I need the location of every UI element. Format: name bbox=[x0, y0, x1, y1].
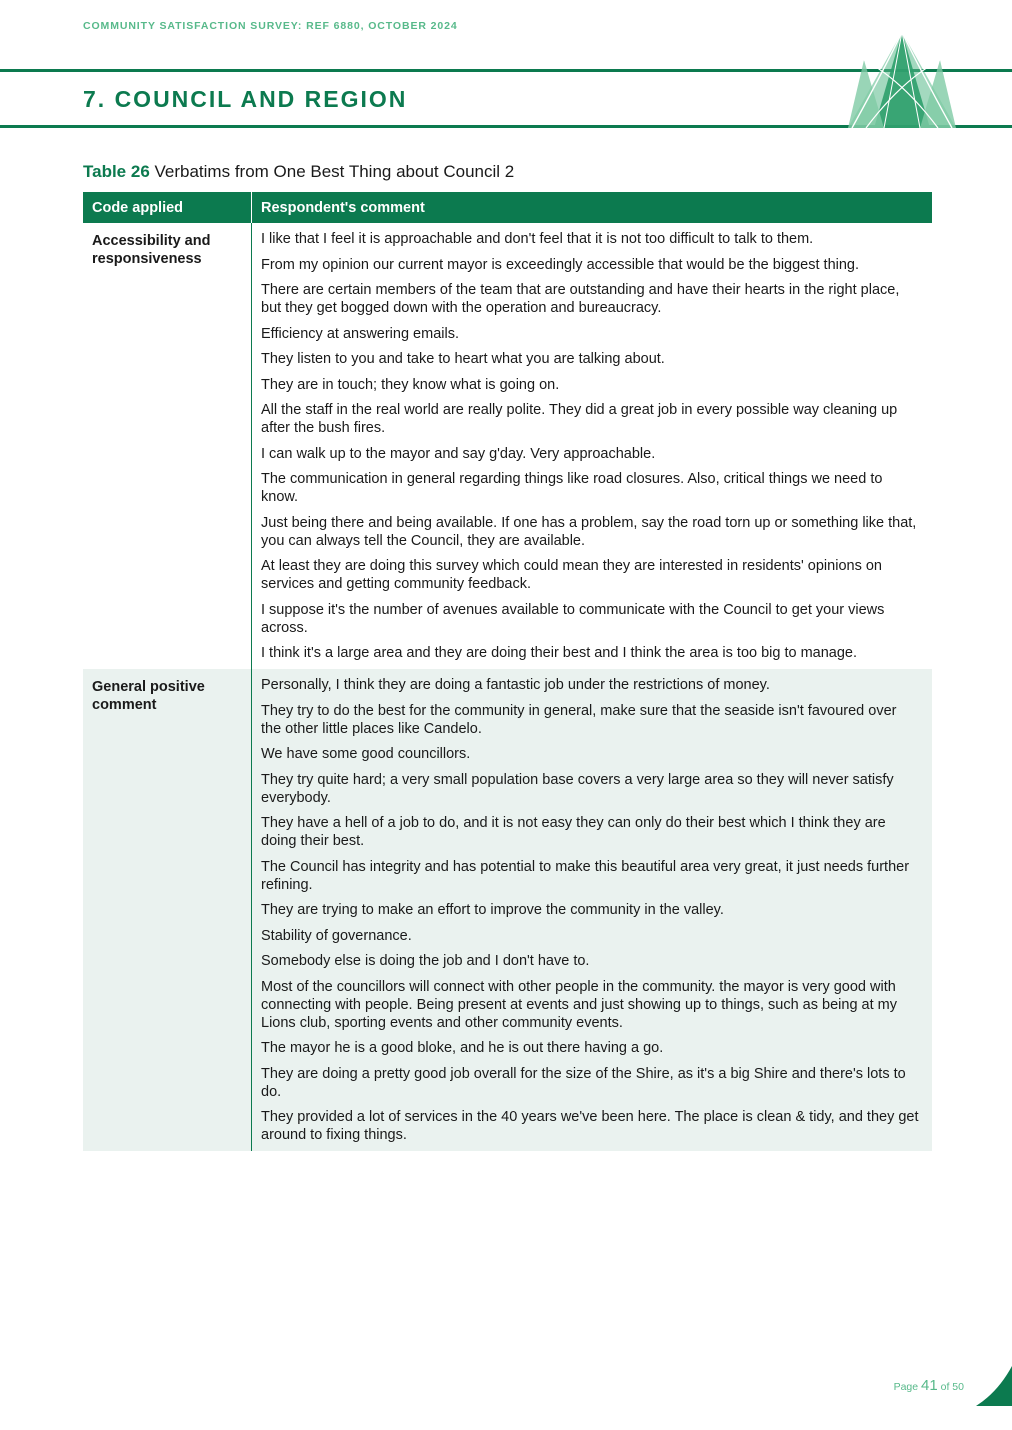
verbatims-table bbox=[83, 192, 932, 1151]
comment-item: The Council has integrity and has potential to make this beautiful area very great, it just needs further refining. bbox=[261, 858, 910, 893]
page-current: 41 bbox=[921, 1377, 938, 1394]
table-row bbox=[83, 669, 932, 1151]
table-caption-number: Table 26 bbox=[83, 162, 150, 181]
comment-item: There are certain members of the team that are outstanding and have their hearts in the right place, but they get bogged down with the operation and bureaucracy. bbox=[261, 282, 900, 316]
table-caption-text: Verbatims from One Best Thing about Council 2 bbox=[149, 162, 515, 181]
comment-item: They are doing a pretty good job overall for the size of the Shire, as it's a big Shire and there's lots to do. bbox=[261, 1065, 906, 1100]
column-header-code: Code applied bbox=[83, 192, 252, 223]
comment-item: The communication in general regarding things like road closures. Also, critical things we need to know. bbox=[261, 471, 883, 505]
comment-item: They listen to you and take to heart what you are talking about. bbox=[261, 351, 665, 367]
code-cell: Accessibility and responsiveness bbox=[83, 223, 252, 669]
comment-item: Most of the councillors will connect with other people in the community. the mayor is very good with connecting with people. Being present at events and just showing up to things, such as being at my Lions club, sporting events and other community events. bbox=[261, 978, 897, 1031]
comment-item: They provided a lot of services in the 40 years we've been here. The place is clean & tidy, and they get around to fixing things. bbox=[261, 1109, 919, 1143]
code-cell: General positive comment bbox=[83, 669, 252, 1151]
comment-item: I like that I feel it is approachable and don't feel that it is not too difficult to talk to them. bbox=[261, 231, 814, 247]
survey-reference: COMMUNITY SATISFACTION SURVEY: REF 6880, OCTOBER 2024 bbox=[83, 20, 458, 32]
comment-item: They are trying to make an effort to improve the community in the valley. bbox=[261, 902, 724, 918]
comment-item: They try to do the best for the community in general, make sure that the seaside isn't favoured over the other little places like Candelo. bbox=[261, 702, 897, 737]
comment-item: Personally, I think they are doing a fantastic job under the restrictions of money. bbox=[261, 677, 770, 693]
comment-item: Stability of governance. bbox=[261, 927, 412, 944]
comment-item: I think it's a large area and they are doing their best and I think the area is too big to manage. bbox=[261, 645, 858, 661]
section-title: 7. COUNCIL AND REGION bbox=[83, 86, 408, 112]
comment-item: All the staff in the real world are really polite. They did a great job in every possible way cleaning up after the bush fires. bbox=[261, 402, 898, 436]
comment-item: We have some good councillors. bbox=[261, 746, 471, 762]
comment-item: At least they are doing this survey which could mean they are interested in residents' opinions on services and getting community feedback. bbox=[261, 558, 882, 592]
green-leaf-logo-icon bbox=[844, 30, 960, 130]
table-caption bbox=[83, 162, 514, 182]
comment-item: Just being there and being available. If one has a problem, say the road torn up or something like that, you can always tell the Council, they are available. bbox=[261, 514, 917, 549]
table-row bbox=[83, 223, 932, 669]
comment-item: I suppose it's the number of avenues available to communicate with the Council to get your views across. bbox=[261, 601, 885, 636]
column-header-comment: Respondent's comment bbox=[252, 192, 933, 223]
comment-item: They have a hell of a job to do, and it is not easy they can only do their best which I think they are doing their best. bbox=[261, 815, 886, 849]
comment-item: They try quite hard; a very small population base covers a very large area so they will never satisfy everybody. bbox=[261, 771, 894, 806]
comment-item: I can walk up to the mayor and say g'day. Very approachable. bbox=[261, 445, 656, 462]
comment-item: Somebody else is doing the job and I don't have to. bbox=[261, 953, 590, 969]
comment-item: The mayor he is a good bloke, and he is out there having a go. bbox=[261, 1040, 664, 1056]
comment-item: They are in touch; they know what is going on. bbox=[261, 376, 560, 393]
corner-triangle-icon bbox=[976, 1366, 1012, 1406]
page-number bbox=[894, 1377, 964, 1394]
table-header-row bbox=[83, 192, 932, 223]
page-suffix: of 50 bbox=[937, 1381, 964, 1393]
page-prefix: Page bbox=[893, 1381, 922, 1393]
comments-cell bbox=[252, 223, 933, 669]
comment-item: Efficiency at answering emails. bbox=[261, 325, 459, 342]
comments-cell bbox=[252, 669, 933, 1151]
comment-item: From my opinion our current mayor is exceedingly accessible that would be the biggest thing. bbox=[261, 256, 860, 273]
